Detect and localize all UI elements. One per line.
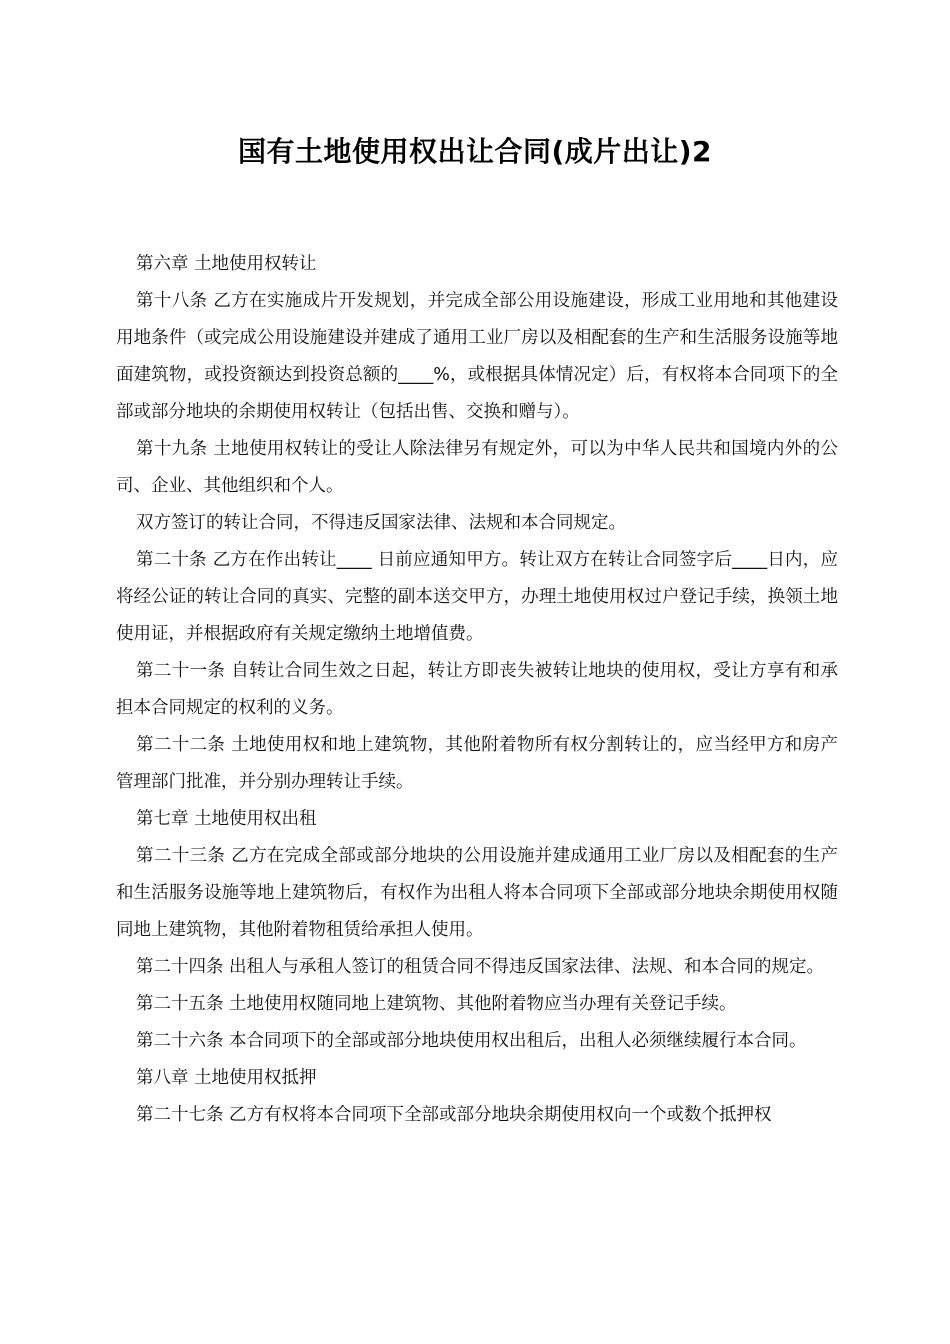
article-23: 第二十三条 乙方在完成全部或部分地块的公用设施并建成通用工业厂房以及相配套的生产和生活服务设施等地上建筑物后，有权作为出租人将本合同项下全部或部分地块余期使用权随同地上建筑物，其他附着物租赁给承担人使用。 — [116, 846, 838, 940]
article-21: 第二十一条 自转让合同生效之日起，转让方即丧失被转让地块的使用权，受让方享有和承担本合同规定的权利的义务。 — [116, 661, 838, 718]
document-title: 国有土地使用权出让合同(成片出让)2 — [237, 135, 713, 168]
document-body — [116, 246, 838, 1134]
transfer-contract-note: 双方签订的转让合同，不得违反国家法律、法规和本合同规定。 — [136, 513, 626, 533]
chapter-6-heading: 第六章 土地使用权转让 — [136, 254, 317, 274]
article-20: 第二十条 乙方在作出转让____ 日前应通知甲方。转让双方在转让合同签字后____日内，应将经公证的转让合同的真实、完整的副本送交甲方，办理土地使用权过户登记手续，换领土地使用证，并根据政府有关规定缴纳土地增值费。 — [116, 550, 838, 644]
article-19: 第十九条 土地使用权转让的受让人除法律另有规定外，可以为中华人民共和国境内外的公司、企业、其他组织和个人。 — [116, 439, 838, 496]
article-26: 第二十六条 本合同项下的全部或部分地块使用权出租后，出租人必须继续履行本合同。 — [136, 1031, 807, 1051]
chapter-8-heading: 第八章 土地使用权抵押 — [136, 1068, 317, 1088]
article-24: 第二十四条 出租人与承租人签订的租赁合同不得违反国家法律、法规、和本合同的规定。 — [136, 957, 825, 977]
article-27: 第二十七条 乙方有权将本合同项下全部或部分地块余期使用权向一个或数个抵押权 — [136, 1105, 772, 1125]
article-22: 第二十二条 土地使用权和地上建筑物，其他附着物所有权分割转让的，应当经甲方和房产管理部门批准，并分别办理转让手续。 — [116, 735, 838, 792]
article-25: 第二十五条 土地使用权随同地上建筑物、其他附着物应当办理有关登记手续。 — [136, 994, 737, 1014]
chapter-7-heading: 第七章 土地使用权出租 — [136, 809, 317, 829]
article-18: 第十八条 乙方在实施成片开发规划，并完成全部公用设施建设，形成工业用地和其他建设用地条件（或完成公用设施建设并建成了通用工业厂房以及相配套的生产和生活服务设施等地面建筑物，或投资额达到投资总额的____%，或根据具体情况定）后，有权将本合同项下的全部或部分地块的余期使用权转让（包括出售、交换和赠与）。 — [116, 291, 838, 422]
